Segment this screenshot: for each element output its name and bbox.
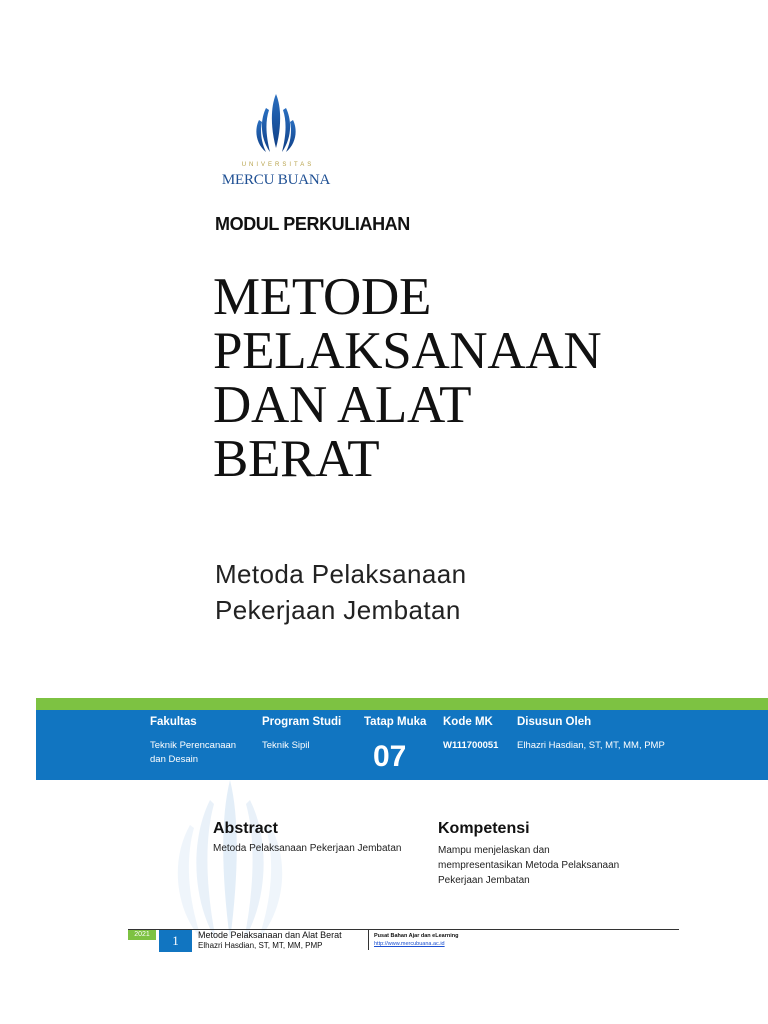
document-subtitle <box>215 556 635 628</box>
kompetensi-text <box>438 843 668 888</box>
fakultas-label: Fakultas <box>150 716 197 728</box>
program-studi-label: Program Studi <box>262 716 342 728</box>
footer-divider <box>368 930 369 950</box>
kompetensi-text-line: mempresentasikan Metoda Pelaksanaan <box>438 860 620 871</box>
title-line: METODE <box>213 268 432 326</box>
kompetensi-text-line: Pekerjaan Jembatan <box>438 875 530 886</box>
kode-mk-value: W111700051 <box>443 740 499 751</box>
kode-mk-label: Kode MK <box>443 716 493 728</box>
footer-course: Metode Pelaksanaan dan Alat Berat <box>198 930 342 940</box>
footer-author: Elhazri Hasdian, ST, MT, MM, PMP <box>198 941 323 950</box>
tatap-muka-value: 07 <box>373 740 407 773</box>
footer-center-name: Pusat Bahan Ajar dan eLearning <box>374 933 459 939</box>
fakultas-value-line: Teknik Perencanaan <box>150 740 237 751</box>
disusun-oleh-label: Disusun Oleh <box>517 716 592 728</box>
modul-label: MODUL PERKULIAHAN <box>215 214 410 234</box>
fakultas-value <box>150 739 236 767</box>
document-title <box>213 270 713 486</box>
title-line: BERAT <box>213 430 380 488</box>
abstract-text: Metoda Pelaksanaan Pekerjaan Jembatan <box>213 843 402 854</box>
disusun-oleh-value: Elhazri Hasdian, ST, MT, MM, PMP <box>517 740 665 751</box>
footer-year: 2021 <box>128 930 156 940</box>
kompetensi-text-line: Mampu menjelaskan dan <box>438 845 550 856</box>
subtitle-line: Metoda Pelaksanaan <box>215 559 467 589</box>
title-line: PELAKSANAAN <box>213 322 602 380</box>
abstract-heading: Abstract <box>213 820 278 837</box>
tatap-muka-label: Tatap Muka <box>364 716 427 728</box>
title-line: DAN ALAT <box>213 376 472 434</box>
logo-watermark <box>130 780 330 940</box>
logo-university-label: UNIVERSITAS <box>241 162 315 168</box>
fakultas-value-line: dan Desain <box>150 754 199 765</box>
logo-name: MERCU BUANA <box>221 172 331 188</box>
green-accent-bar <box>36 698 768 710</box>
subtitle-line: Pekerjaan Jembatan <box>215 595 461 625</box>
program-studi-value: Teknik Sipil <box>262 740 310 751</box>
footer-url-link[interactable]: http://www.mercubuana.ac.id <box>374 941 445 947</box>
kompetensi-heading: Kompetensi <box>438 820 530 837</box>
page-number: 1 <box>159 930 192 952</box>
